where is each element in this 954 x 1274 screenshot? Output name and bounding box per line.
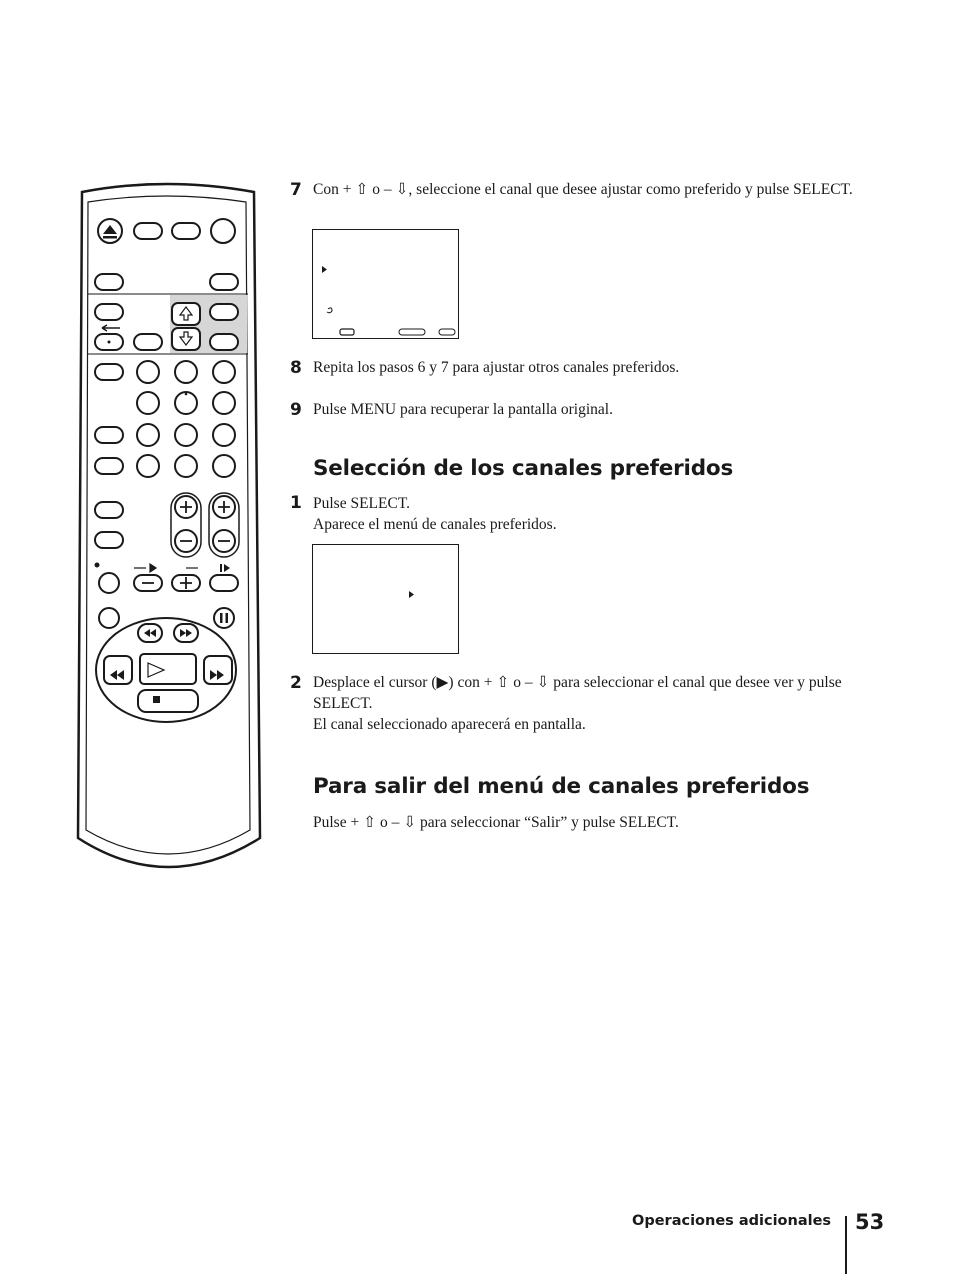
step-text: Aparece el menú de canales preferidos. (313, 516, 557, 533)
instruction-text: Pulse + ⇧ o – ⇩ para seleccionar “Salir” y pulse SELECT. (313, 814, 679, 831)
tv-screen-favorites-setup (312, 229, 459, 339)
screen-contents (313, 545, 457, 652)
play-triangle-icon (409, 591, 414, 598)
section-heading: Para salir del menú de canales preferidos (313, 774, 810, 799)
screen-contents (313, 230, 457, 337)
step-text: Pulse SELECT. (313, 495, 411, 512)
step-text: Repita los pasos 6 y 7 para ajustar otros canales preferidos. (313, 359, 680, 376)
play-triangle-icon (322, 266, 327, 273)
footer-section-label: Operaciones adicionales (632, 1213, 832, 1229)
step-text: Con + ⇧ o – ⇩, seleccione el canal que desee ajustar como preferido y pulse SELECT. (313, 181, 853, 198)
step-text: El canal seleccionado aparecerá en pantalla. (313, 716, 586, 733)
step-number: 7 (290, 180, 302, 200)
step-number: 9 (290, 400, 302, 420)
step-number: 1 (290, 493, 302, 513)
step-number: 2 (290, 673, 302, 693)
remote-control-illustration (76, 178, 262, 878)
step-number: 8 (290, 358, 302, 378)
footer-divider (845, 1216, 847, 1274)
tv-screen-favorites-menu (312, 544, 459, 654)
step-text: Desplace el cursor (▶) con + ⇧ o – ⇩ para seleccionar el canal que desee ver y pulse SELECT. (313, 674, 842, 712)
step-text: Pulse MENU para recuperar la pantalla original. (313, 401, 613, 418)
page-number: 53 (855, 1210, 885, 1234)
section-heading: Selección de los canales preferidos (313, 456, 734, 481)
